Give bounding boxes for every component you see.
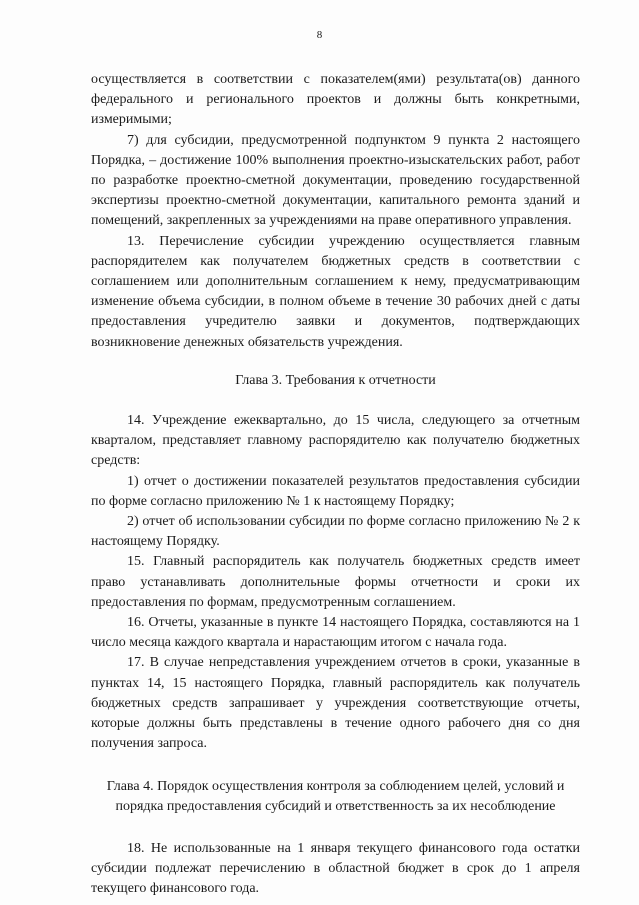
- spacer: [91, 755, 580, 777]
- paragraph-18: 18. Не использованные на 1 января текущего финансового года остатки субсидии подлежат перечислению в областной бюджет в срок до 1 апреля текущего финансового года.: [91, 840, 580, 897]
- chapter-4-heading: Глава 4. Порядок осуществления контроля за соблюдением целей, условий и порядка предоставления субсидий и ответственность за их несоблюдение: [106, 778, 565, 814]
- paragraph-item-7: 7) для субсидии, предусмотренной подпунктом 9 пункта 2 настоящего Порядка, – достижение 100% выполнения проектно-изыскательских работ, работ по разработке проектно-сметной документации, проведению государственной экспертизы проектно-сметной документации, капитального ремонта зданий и помещений, закрепленных за учреждениями на праве оперативного управления.: [91, 132, 580, 229]
- page-number: 8: [316, 29, 323, 41]
- paragraph-17: 17. В случае непредставления учреждением отчетов в сроки, указанные в пунктах 14, 15 настоящего Порядка, главный распорядитель как получатель бюджетных средств запрашивает у учреждения соответствующие отчеты, которые должны быть представлены в течение одного рабочего дня со дня получения запроса.: [91, 655, 580, 752]
- paragraph-14-item-1: 1) отчет о достижении показателей результатов предоставления субсидии по форме согласно приложению № 1 к настоящему Порядку;: [91, 473, 580, 509]
- paragraph-16: 16. Отчеты, указанные в пункте 14 настоящего Порядка, составляются на 1 число месяца каждого квартала и нарастающим итогом с начала года.: [91, 615, 580, 651]
- spacer: [91, 817, 580, 839]
- paragraph-14-item-2: 2) отчет об использовании субсидии по форме согласно приложению № 2 к настоящему Порядку.: [91, 514, 580, 550]
- document-body: [91, 70, 580, 900]
- spacer: [91, 391, 580, 411]
- spacer: [91, 353, 580, 371]
- chapter-3-heading: Глава 3. Требования к отчетности: [235, 372, 436, 388]
- paragraph-continuation: осуществляется в соответствии с показателем(ями) результата(ов) данного федерального и регионального проектов и должны быть конкретными, измеримыми;: [91, 72, 580, 128]
- paragraph-13: 13. Перечисление субсидии учреждению осуществляется главным распорядителем как получателем бюджетных средств в соответствии с соглашением или дополнительным соглашением к нему, предусматривающим изменение объема субсидии, в полном объеме в течение 30 рабочих дней с даты предоставления учредителю заявки и документов, подтверждающих возникновение денежных обязательств учреждения.: [91, 233, 580, 350]
- paragraph-14: 14. Учреждение ежеквартально, до 15 числа, следующего за отчетным кварталом, представляет главному распорядителю как получателю бюджетных средств:: [91, 413, 580, 469]
- paragraph-15: 15. Главный распорядитель как получатель бюджетных средств имеет право устанавливать дополнительные формы отчетности и сроки их предоставления по формам, предусмотренным соглашением.: [91, 554, 580, 610]
